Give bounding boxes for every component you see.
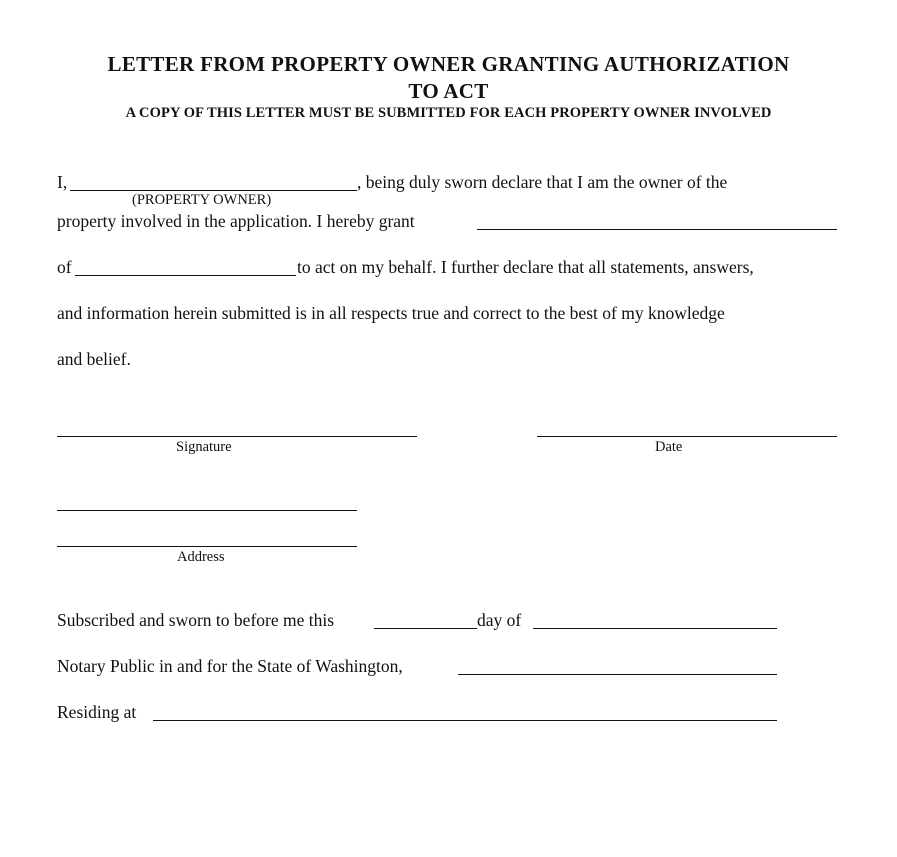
document-subtitle: A COPY OF THIS LETTER MUST BE SUBMITTED FOR EACH PROPERTY OWNER INVOLVED [125, 105, 772, 121]
declaration-prefix: I, [57, 172, 68, 192]
declaration-after-owner: , being duly sworn declare that I am the owner of the [357, 172, 728, 192]
notary-month-field[interactable] [533, 628, 777, 629]
residing-at-field[interactable] [153, 720, 777, 721]
signature-label: Signature [176, 439, 232, 455]
grantee-organization-field[interactable] [75, 275, 296, 276]
residing-at-text: Residing at [57, 702, 137, 722]
day-of-text: day of [477, 610, 522, 630]
date-field[interactable] [537, 436, 837, 437]
declaration-line-2: property involved in the application. I hereby grant [57, 211, 415, 231]
address-field-line-1[interactable] [57, 510, 357, 511]
declaration-line-4: and information herein submitted is in all respects true and correct to the best of my knowledge [57, 303, 725, 323]
property-owner-caption: (PROPERTY OWNER) [132, 192, 272, 208]
signature-field[interactable] [57, 436, 417, 437]
document-title-line-1: LETTER FROM PROPERTY OWNER GRANTING AUTHORIZATION [107, 52, 790, 76]
notary-day-field[interactable] [374, 628, 477, 629]
address-field-line-2[interactable] [57, 546, 357, 547]
grantee-field[interactable] [477, 229, 837, 230]
property-owner-field[interactable] [70, 190, 357, 191]
declaration-line-5: and belief. [57, 349, 131, 369]
address-label: Address [177, 549, 225, 565]
subscribed-text: Subscribed and sworn to before me this [57, 610, 335, 630]
date-label: Date [655, 439, 683, 455]
declaration-line-3: to act on my behalf. I further declare that all statements, answers, [297, 257, 754, 277]
notary-name-field[interactable] [458, 674, 777, 675]
document-title-line-2: TO ACT [408, 79, 489, 103]
notary-public-text: Notary Public in and for the State of Washington, [57, 656, 403, 676]
of-label: of [57, 257, 72, 277]
